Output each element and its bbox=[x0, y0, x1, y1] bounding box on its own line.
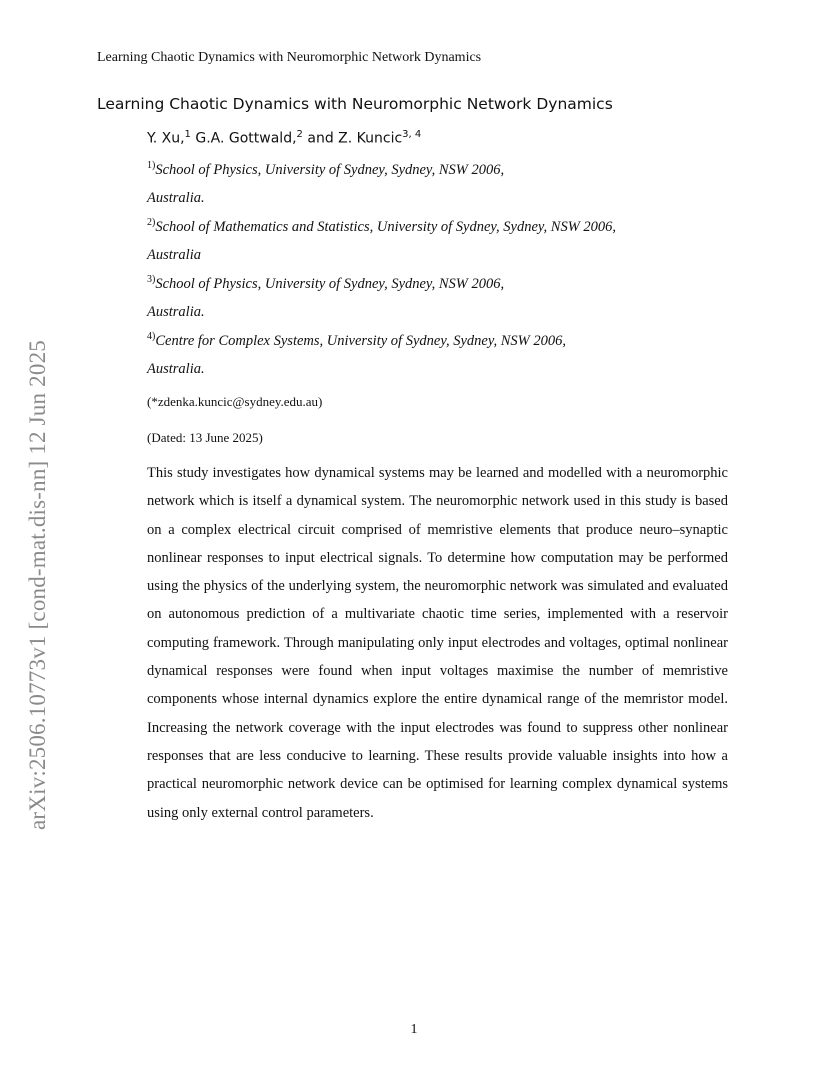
affiliation-line: School of Physics, University of Sydney, Sydney, NSW 2006, bbox=[155, 275, 505, 292]
affiliation-number: 3) bbox=[147, 274, 156, 285]
affiliation-number: 2) bbox=[147, 217, 156, 228]
affiliation bbox=[147, 209, 616, 270]
affiliation bbox=[147, 266, 504, 327]
affiliation bbox=[147, 152, 504, 213]
affiliation-line: School of Mathematics and Statistics, University of Sydney, Sydney, NSW 2006, bbox=[155, 218, 617, 235]
affiliation-line: Australia. bbox=[147, 304, 205, 321]
affiliation-line: School of Physics, University of Sydney, Sydney, NSW 2006, bbox=[155, 161, 505, 178]
author-name: G.A. Gottwald, bbox=[195, 130, 297, 147]
author-affiliation-mark: 3, 4 bbox=[402, 129, 422, 140]
affiliation-line: Australia. bbox=[147, 190, 205, 207]
corresponding-email: (*zdenka.kuncic@sydney.edu.au) bbox=[147, 394, 323, 409]
author-affiliation-mark: 1 bbox=[184, 129, 191, 140]
affiliation-number: 4) bbox=[147, 331, 156, 342]
running-header: Learning Chaotic Dynamics with Neuromorphic Network Dynamics bbox=[97, 50, 482, 65]
date-line: (Dated: 13 June 2025) bbox=[147, 430, 263, 445]
author-name: Y. Xu, bbox=[147, 130, 185, 147]
author-affiliation-mark: 2 bbox=[296, 129, 303, 140]
author-name: and Z. Kuncic bbox=[307, 130, 403, 147]
paper-title: Learning Chaotic Dynamics with Neuromorphic Network Dynamics bbox=[97, 95, 613, 113]
arxiv-identifier-stamp: arXiv:2506.10773v1 [cond-mat.dis-nn] 12 Jun 2025 bbox=[25, 340, 50, 830]
affiliation-line: Centre for Complex Systems, University of Sydney, Sydney, NSW 2006, bbox=[155, 332, 566, 349]
affiliation-line: Australia. bbox=[147, 361, 205, 378]
abstract-text: This study investigates how dynamical systems may be learned and modelled with a neuromorphic network which is itself a dynamical system. The neuromorphic network used in this study is based on a complex electrical circuit comprised of memristive elements that produce neuro–synaptic nonlinear responses to input electrical signals. To determine how computation may be performed using the physics of the underlying system, the neuromorphic network was simulated and evaluated on autonomous prediction of a multivariate chaotic time series, implemented with a reservoir computing framework. Through manipulating only input electrodes and voltages, optimal nonlinear dynamical responses were found when input voltages maximise the number of memristive components whose internal dynamics explore the entire dynamical range of the memristor model. Increasing the network coverage with the input electrodes was found to suppress other nonlinear responses that are less conducive to learning. These results provide valuable insights into how a practical neuromorphic network device can be optimised for learning complex dynamical systems using only external control parameters. bbox=[147, 465, 728, 821]
author-list bbox=[147, 129, 421, 147]
affiliation-line: Australia bbox=[147, 247, 201, 264]
affiliation bbox=[147, 323, 566, 384]
page-number: 1 bbox=[410, 1022, 418, 1037]
affiliation-number: 1) bbox=[147, 160, 156, 171]
